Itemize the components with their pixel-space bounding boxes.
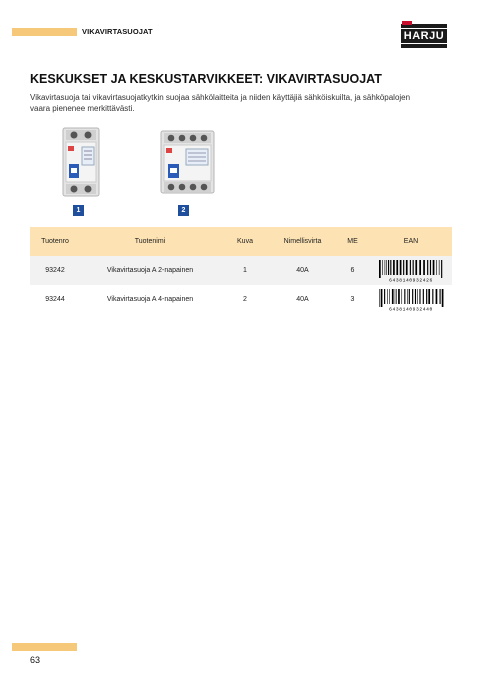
harju-logo <box>401 24 447 48</box>
barcode-bar <box>403 260 404 275</box>
barcode-bar <box>388 260 389 275</box>
rcd-4-pole-icon <box>160 130 215 194</box>
barcode-bar <box>384 289 385 304</box>
barcode-bar <box>415 289 416 304</box>
header-me: ME <box>335 227 370 256</box>
header-accent-bar <box>12 28 77 36</box>
barcode-digits: 6438140932426 <box>389 278 433 282</box>
footer-accent-bar <box>12 643 77 651</box>
barcode-bar <box>428 289 430 304</box>
table-header-row <box>30 227 452 256</box>
rcd-2-pole-icon <box>62 127 100 197</box>
barcode-bar <box>385 260 386 275</box>
barcode-bar <box>423 289 424 304</box>
barcode-bar <box>400 260 402 275</box>
barcode-bar <box>396 260 398 275</box>
barcode-bar <box>379 289 380 307</box>
cell-nimellisvirta: 40A <box>270 256 335 285</box>
barcode-bar <box>404 289 405 304</box>
logo-red-mark <box>402 21 412 25</box>
barcode-bar <box>419 260 421 275</box>
barcode-bar <box>426 289 427 304</box>
cell-kuva: 2 <box>243 296 247 303</box>
ean-barcode <box>375 260 447 282</box>
product-image-2 <box>160 130 215 199</box>
image-badge-2: 2 <box>178 205 189 216</box>
barcode-bar <box>433 260 435 275</box>
barcode-bar <box>412 289 413 304</box>
barcode-bar <box>406 260 408 275</box>
image-badge-1: 1 <box>73 205 84 216</box>
barcode-bar <box>413 260 414 275</box>
barcode-bar <box>392 289 394 304</box>
barcode-bar <box>382 260 383 275</box>
barcode-bar <box>423 260 425 275</box>
barcode-bar <box>432 289 433 304</box>
product-table <box>30 227 452 314</box>
header-nimellisvirta: Nimellisvirta <box>270 227 335 256</box>
barcode-bar <box>436 289 438 304</box>
barcode-bar <box>389 289 390 304</box>
barcode-digits: 6438140932440 <box>389 307 433 311</box>
page-number: 63 <box>30 655 41 665</box>
barcode-bar <box>417 289 418 304</box>
barcode-bar <box>436 260 437 275</box>
cell-kuva: 1 <box>220 256 270 285</box>
table-row <box>30 285 452 314</box>
barcode-bar <box>441 260 442 278</box>
cell-tuotenimi: Vikavirtasuoja A 2-napainen <box>80 256 220 285</box>
barcode-bar <box>386 260 387 275</box>
barcode-bar <box>442 289 444 307</box>
barcode-bar <box>398 289 400 304</box>
barcode-bar <box>440 289 441 304</box>
cell-ean <box>370 285 452 314</box>
barcode-bar <box>409 289 410 304</box>
header-ean: EAN <box>370 227 452 256</box>
barcode-bar <box>407 289 408 304</box>
section-label: VIKAVIRTASUOJAT <box>82 27 153 36</box>
table-row <box>30 256 452 285</box>
barcode-bar <box>396 289 397 304</box>
barcode-bar <box>401 289 402 304</box>
barcode-bar <box>393 260 395 275</box>
intro-text: Vikavirtasuoja tai vikavirtasuojatkytkin suojaa sähkölaitteita ja niiden käyttäjiä sähköiskuilta, ja sähköpalojen vaara pienenee merkittävästi. <box>30 93 411 113</box>
cell-nimellisvirta: 40A <box>296 296 309 303</box>
header-tuotenro: Tuotenro <box>30 227 80 256</box>
barcode-bar <box>419 289 420 304</box>
logo-text: HARJU <box>400 28 448 44</box>
cell-me: 3 <box>350 296 355 303</box>
barcode-bar <box>410 260 411 275</box>
barcode-bar <box>390 260 391 275</box>
header-tuotenimi: Tuotenimi <box>80 227 220 256</box>
product-image-1 <box>62 127 100 202</box>
barcode-bar <box>415 260 417 275</box>
cell-ean <box>370 256 452 285</box>
header-kuva: Kuva <box>220 227 270 256</box>
cell-tuotenro: 93242 <box>30 256 80 285</box>
cell-tuotenro: 93244 <box>45 296 65 303</box>
barcode-bar <box>387 289 388 304</box>
barcode-bar <box>430 260 431 275</box>
barcode-bar <box>379 260 381 278</box>
barcode-bar <box>427 260 428 275</box>
cell-tuotenimi: Vikavirtasuoja A 4-napainen <box>106 296 194 303</box>
barcode-bar <box>381 289 383 307</box>
barcode-bar <box>395 289 396 304</box>
page-title: KESKUKSET JA KESKUSTARVIKKEET: VIKAVIRTASUOJAT <box>30 72 382 86</box>
ean-barcode <box>375 289 447 311</box>
cell-me: 6 <box>335 256 370 285</box>
barcode-bar <box>439 260 440 275</box>
